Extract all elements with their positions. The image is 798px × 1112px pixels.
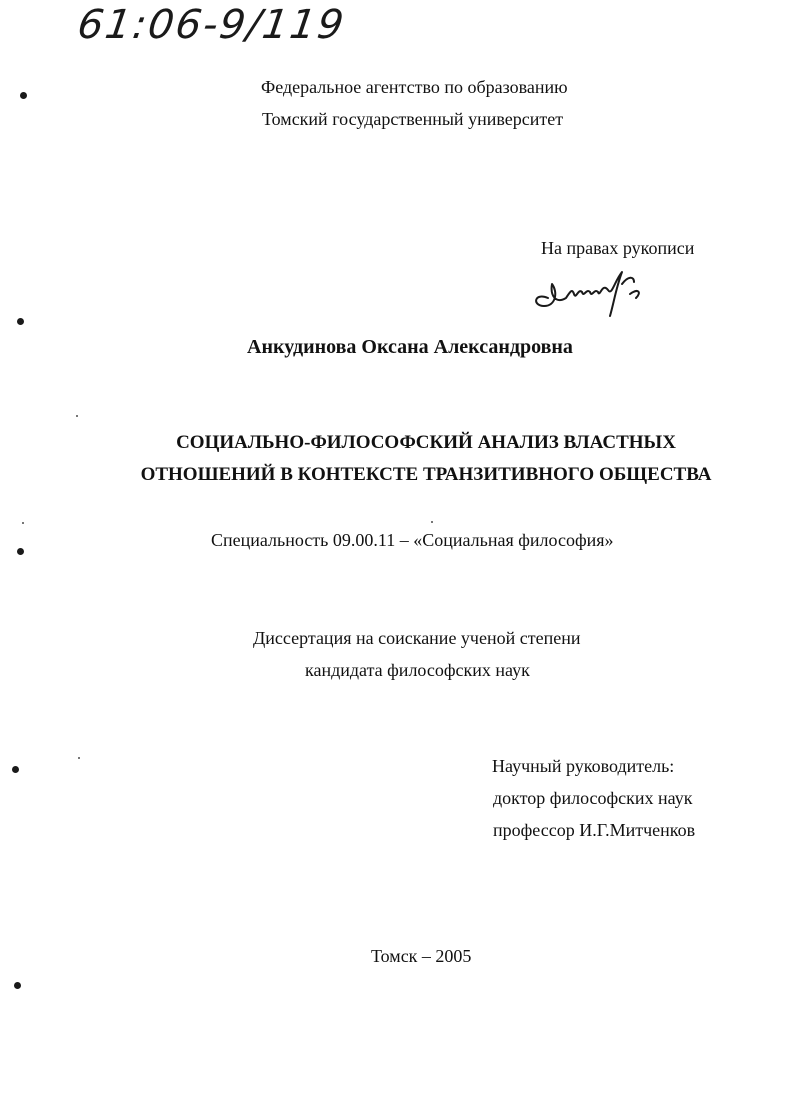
title-line-1: СОЦИАЛЬНО-ФИЛОСОФСКИЙ АНАЛИЗ ВЛАСТНЫХ <box>176 432 676 453</box>
degree-line-2: кандидата философских наук <box>305 660 530 680</box>
scan-speck-icon <box>76 415 78 417</box>
scan-speck-icon <box>431 521 433 523</box>
scan-speck-icon <box>22 522 24 524</box>
archive-mark: 61:06-9/119 <box>74 2 349 48</box>
handwritten-signature-icon <box>530 262 660 328</box>
binding-dot-icon <box>12 766 19 773</box>
binding-dot-icon <box>14 982 21 989</box>
supervisor-name: профессор И.Г.Митченков <box>493 820 696 840</box>
specialty: Специальность 09.00.11 – «Социальная философия» <box>211 530 614 550</box>
scan-speck-icon <box>78 757 80 759</box>
dissertation-title <box>0 427 798 491</box>
binding-dot-icon <box>17 318 24 325</box>
title-line-2: ОТНОШЕНИЙ В КОНТЕКСТЕ ТРАНЗИТИВНОГО ОБЩЕСТВА <box>140 464 712 485</box>
rights-note: На правах рукописи <box>541 238 695 258</box>
supervisor-label: Научный руководитель: <box>492 756 675 776</box>
city-year: Томск – 2005 <box>371 946 472 966</box>
university-name: Томский государственный университет <box>262 109 564 129</box>
author-name: Анкудинова Оксана Александровна <box>247 336 573 358</box>
supervisor-degree: доктор философских наук <box>493 788 693 808</box>
binding-dot-icon <box>17 548 24 555</box>
degree-line-1: Диссертация на соискание ученой степени <box>253 628 581 648</box>
binding-dot-icon <box>20 92 27 99</box>
agency-name: Федеральное агентство по образованию <box>261 77 568 97</box>
